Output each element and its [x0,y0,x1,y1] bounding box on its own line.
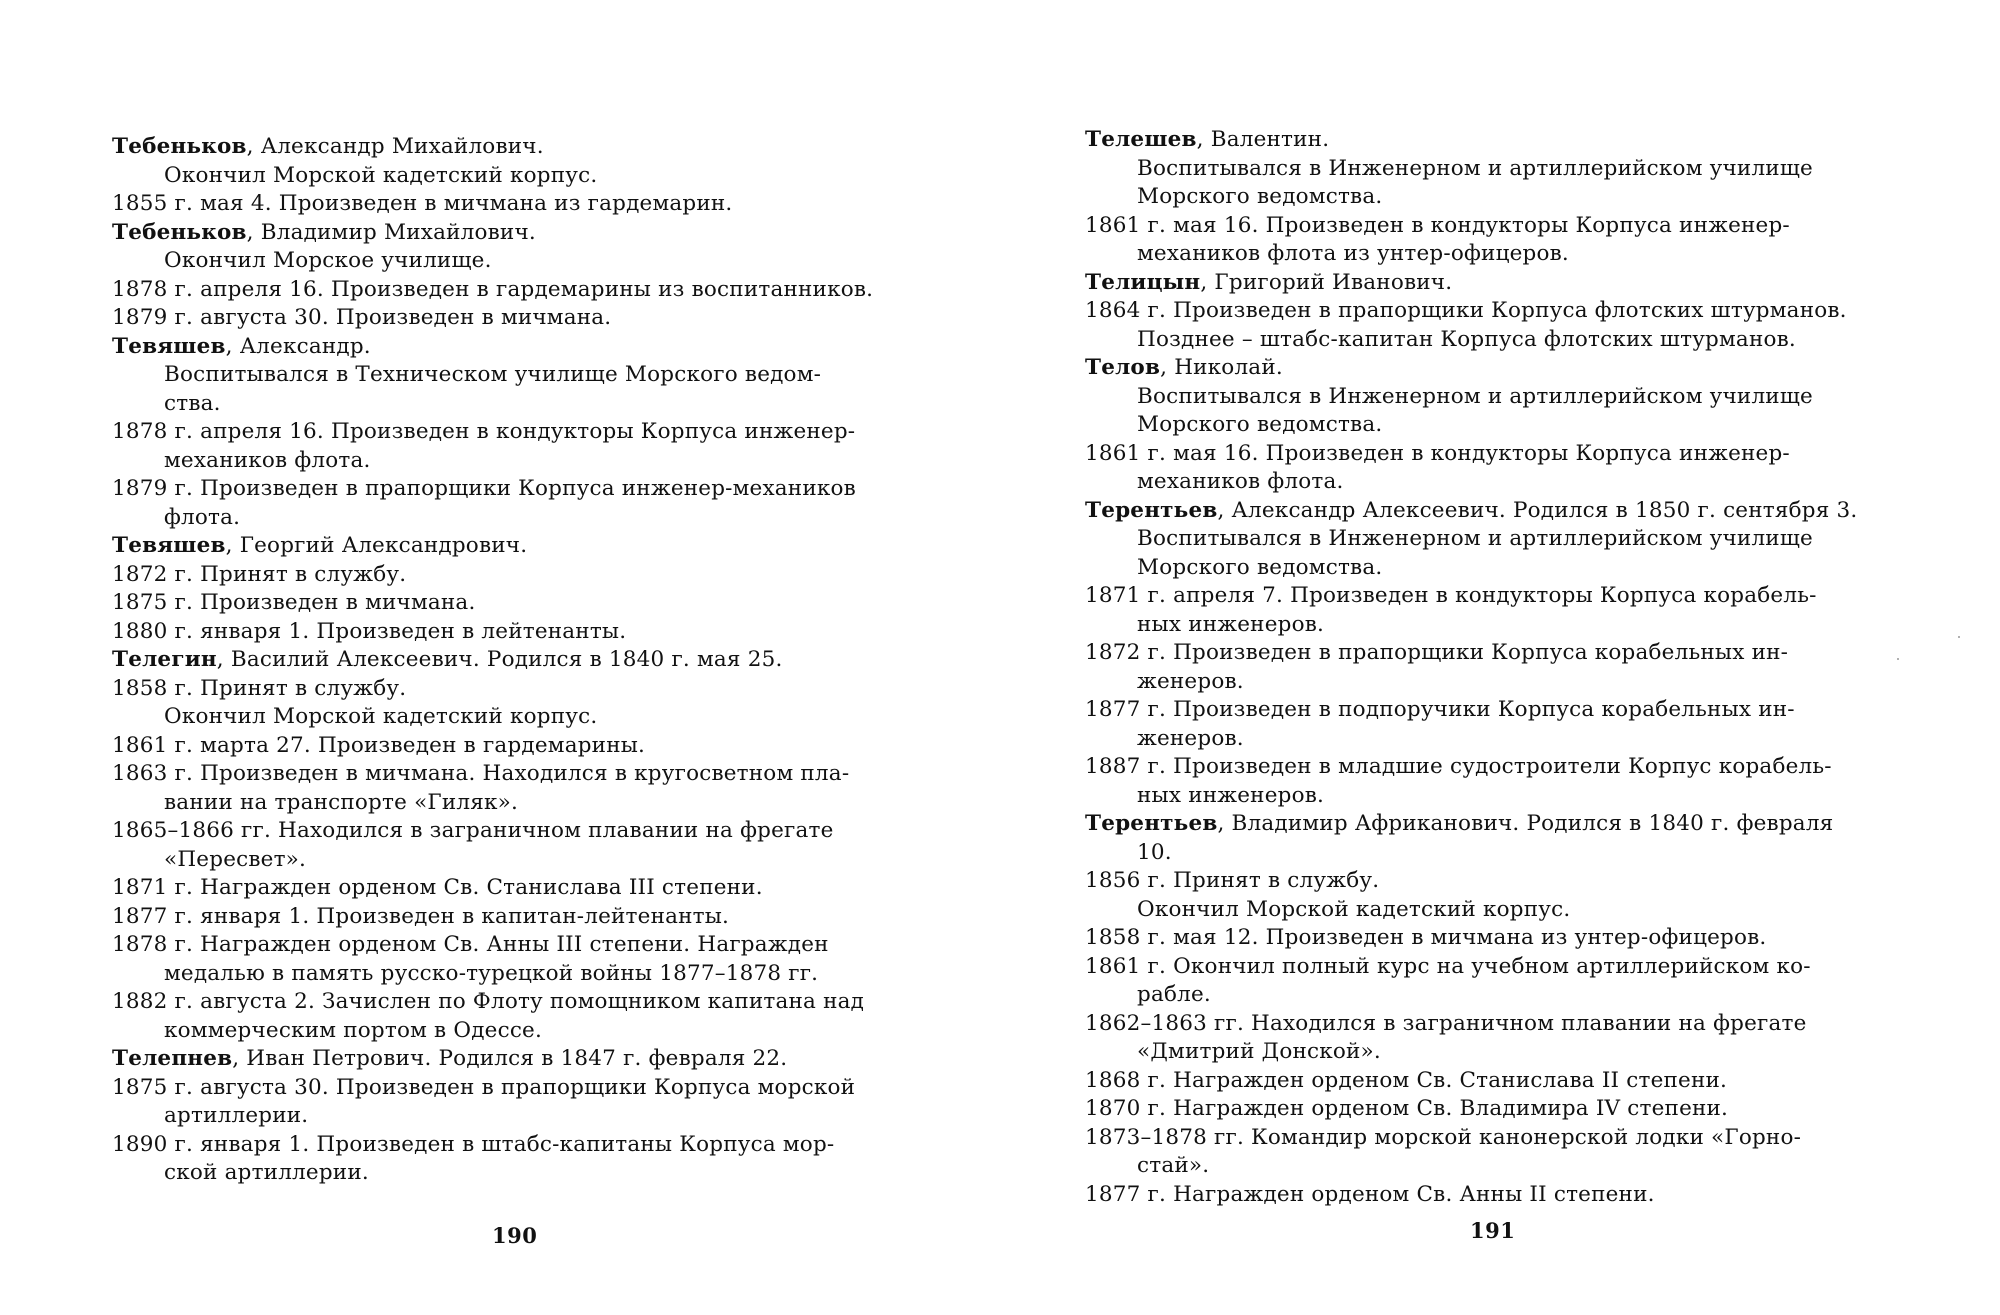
entry-event-line: 1865–1866 гг. Находился в заграничном плавании на фрегате [112,818,834,843]
entry-event-line: 1871 г. Награжден орденом Св. Станислава III степени. [112,875,763,900]
entry-given-names: , Иван Петрович. Родился в 1847 г. февраля 22. [232,1046,788,1071]
entry-heading [112,219,927,248]
entry-heading [1085,810,1875,839]
entry-event-line: 1879 г. Произведен в прапорщики Корпуса инженер-механиков [112,476,856,501]
entry-surname: Телов [1085,355,1161,380]
entry-given-names: , Александр Алексеевич. Родился в 1850 г. сентября 3. [1217,497,1858,523]
entry-note-line: Позднее – штабс-капитан Корпуса флотских штурманов. [1137,326,1796,352]
entry-note-line: Окончил Морской кадетский корпус. [164,704,598,729]
entry-event-line: 1875 г. августа 30. Произведен в прапорщики Корпуса морской [112,1074,856,1100]
entry-heading [112,133,927,162]
entry-continuation-line: ных инженеров. [1137,611,1325,637]
entry-event-line: 1858 г. Принят в службу. [112,675,407,701]
entry-continuation-line: коммерческим портом в Одессе. [164,1017,543,1043]
entry-continuation-line: ской артиллерии. [164,1160,369,1185]
entry-event-line: 1871 г. апреля 7. Произведен в кондукторы Корпуса корабель- [1085,583,1817,608]
entry-continuation-line: механиков флота. [164,447,371,473]
entry-event-line: 1870 г. Награжден орденом Св. Владимира IV степени. [1085,1096,1729,1121]
print-speck [1958,636,1960,638]
entry-surname: Терентьев [1085,497,1218,523]
entry-event-line: 1878 г. апреля 16. Произведен в гардемарины из воспитанников. [112,276,874,302]
entry-continuation-line: рабле. [1137,982,1211,1007]
entry-continuation-line: «Дмитрий Донской». [1137,1039,1381,1064]
entry-continuation-line: ных инженеров. [1137,782,1325,808]
left-page [112,0,927,1315]
entry-event-line: 1877 г. Награжден орденом Св. Анны II степени. [1085,1181,1655,1207]
entry-event-line: 1868 г. Награжден орденом Св. Станислава II степени. [1085,1067,1728,1093]
entry-event-line: 1861 г. мая 16. Произведен в кондукторы Корпуса инженер- [1085,440,1790,466]
entry-event-line: 1861 г. мая 16. Произведен в кондукторы Корпуса инженер- [1085,212,1790,238]
entry-event-line: 1887 г. Произведен в младшие судостроители Корпус корабель- [1085,754,1832,779]
entry-continuation-line: механиков флота из унтер-офицеров. [1137,241,1569,266]
entry-surname: Тевяшев [112,533,226,558]
entry-surname: Терентьев [1085,811,1218,836]
entry-continuation-line: вании на транспорте «Гиляк». [164,789,519,815]
entry-event-line: 1877 г. января 1. Произведен в капитан-лейтенанты. [112,903,730,929]
entry-note-line: Воспитывался в Инженерном и артиллерийском училище [1137,155,1813,181]
entry-heading [112,646,927,675]
entry-continuation-line: 10. [1137,839,1172,865]
entry-note-line: Воспитывался в Инженерном и артиллерийском училище [1137,383,1813,409]
entry-continuation-line: стай». [1137,1153,1210,1178]
entry-given-names: , Владимир Михайлович. [246,219,536,245]
entry-event-line: 1872 г. Произведен в прапорщики Корпуса корабельных ин- [1085,640,1789,665]
entry-given-names: , Григорий Иванович. [1200,269,1453,295]
entry-continuation-line: медалью в память русско-турецкой войны 1877–1878 гг. [164,960,819,986]
entry-heading [1085,269,1875,298]
entry-continuation-line: Морского ведомства. [1137,184,1383,209]
entry-given-names: , Александр Михайлович. [246,134,544,159]
entry-heading [112,333,927,362]
entry-heading [1085,497,1875,526]
entry-continuation-line: ства. [164,390,221,416]
entry-continuation-line: флота. [164,504,241,530]
entry-heading [1085,354,1875,383]
entry-event-line: 1855 г. мая 4. Произведен в мичмана из гардемарин. [112,191,733,216]
entry-event-line: 1879 г. августа 30. Произведен в мичмана. [112,305,612,330]
entry-event-line: 1861 г. Окончил полный курс на учебном артиллерийском ко- [1085,953,1811,979]
entry-event-line: 1890 г. января 1. Произведен в штабс-капитаны Корпуса мор- [112,1131,835,1157]
entry-note-line: Окончил Морской кадетский корпус. [1137,896,1571,922]
entry-note-line: Окончил Морское училище. [164,248,492,273]
entry-given-names: , Георгий Александрович. [225,533,528,558]
entry-event-line: 1862–1863 гг. Находился в заграничном плавании на фрегате [1085,1010,1807,1036]
entry-surname: Тевяшев [112,333,226,359]
entry-heading [112,1045,927,1074]
entry-event-line: 1880 г. января 1. Произведен в лейтенанты. [112,618,627,644]
entry-surname: Телицын [1085,269,1201,295]
entry-event-line: 1864 г. Произведен в прапорщики Корпуса флотских штурманов. [1085,298,1847,323]
right-page-entries [1085,126,1875,1209]
page-number-right: 191 [1470,1218,1516,1243]
entry-note-line: Окончил Морской кадетский корпус. [164,162,598,188]
print-speck [1897,658,1899,660]
entry-given-names: , Александр. [225,333,371,359]
entry-surname: Тебеньков [112,134,247,159]
entry-surname: Телешев [1085,127,1197,152]
entry-continuation-line: Морского ведомства. [1137,554,1383,580]
entry-given-names: , Валентин. [1196,127,1330,152]
entry-event-line: 1882 г. августа 2. Зачислен по Флоту помощником капитана над [112,989,865,1014]
entry-continuation-line: женеров. [1137,725,1244,751]
entry-surname: Тебеньков [112,219,247,245]
entry-given-names: , Владимир Африканович. Родился в 1840 г. февраля [1217,811,1834,836]
entry-event-line: 1861 г. марта 27. Произведен в гардемарины. [112,732,646,758]
left-page-entries [112,133,927,1188]
entry-event-line: 1877 г. Произведен в подпоручики Корпуса корабельных ин- [1085,697,1795,722]
entry-event-line: 1873–1878 гг. Командир морской канонерской лодки «Горно- [1085,1124,1802,1150]
entry-surname: Телепнев [112,1046,233,1071]
entry-event-line: 1878 г. апреля 16. Произведен в кондукторы Корпуса инженер- [112,419,856,444]
entry-continuation-line: механиков флота. [1137,469,1344,494]
entry-continuation-line: артиллерии. [164,1103,309,1128]
entry-note-line: Воспитывался в Инженерном и артиллерийском училище [1137,526,1813,551]
entry-event-line: 1872 г. Принят в службу. [112,561,407,587]
entry-given-names: , Василий Алексеевич. Родился в 1840 г. мая 25. [216,647,783,672]
entry-continuation-line: Морского ведомства. [1137,412,1383,437]
entry-given-names: , Николай. [1160,355,1283,380]
page-number-left: 190 [492,1223,538,1248]
entry-event-line: 1875 г. Произведен в мичмана. [112,590,476,615]
entry-event-line: 1863 г. Произведен в мичмана. Находился в кругосветном пла- [112,761,850,786]
entry-heading [112,532,927,561]
entry-note-line: Воспитывался в Техническом училище Морского ведом- [164,362,822,387]
entry-continuation-line: женеров. [1137,668,1244,694]
right-page [1085,0,1875,1315]
entry-continuation-line: «Пересвет». [164,846,307,872]
entry-heading [1085,126,1875,155]
entry-event-line: 1856 г. Принят в службу. [1085,868,1380,893]
entry-event-line: 1858 г. мая 12. Произведен в мичмана из унтер-офицеров. [1085,925,1767,950]
entry-event-line: 1878 г. Награжден орденом Св. Анны III степени. Награжден [112,932,829,957]
entry-surname: Телегин [112,647,217,672]
